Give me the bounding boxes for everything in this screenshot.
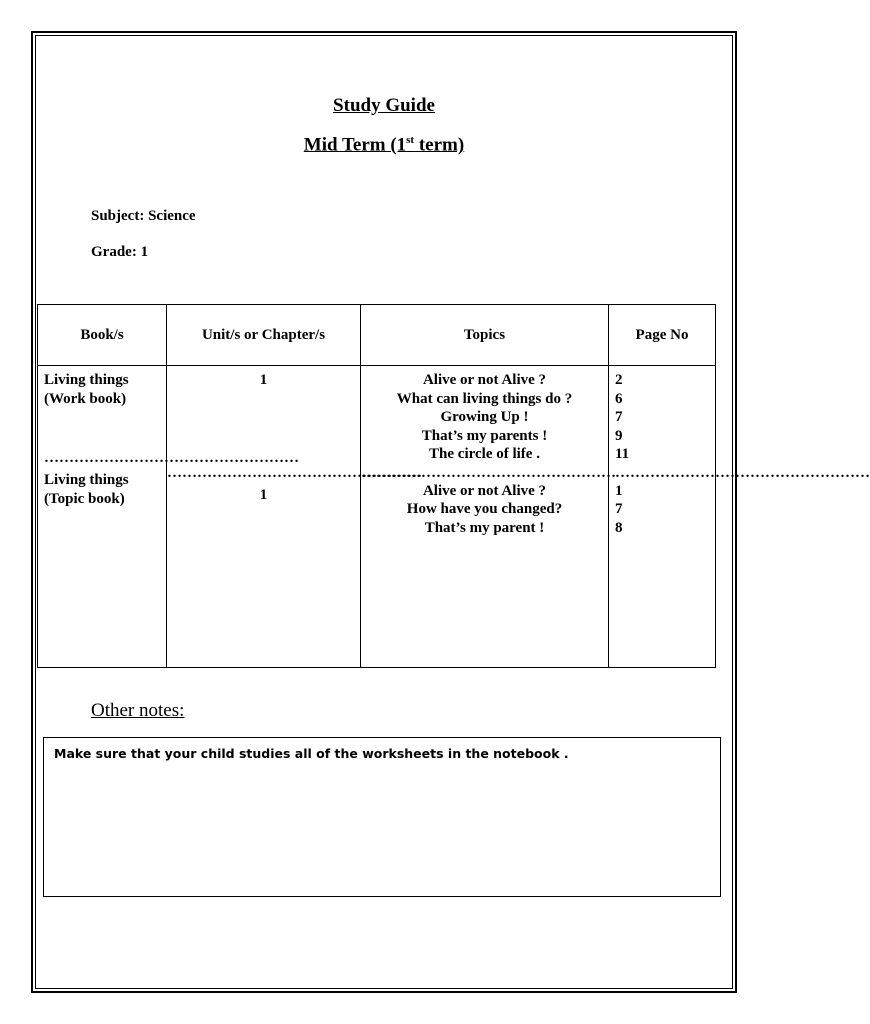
books-cell [38, 366, 299, 668]
header-topics: Topics [361, 305, 609, 366]
page-number: 6 [615, 390, 623, 407]
notes-box [43, 737, 721, 897]
page-number: 9 [615, 427, 623, 444]
page-subtitle: Mid Term (1st term) [303, 134, 465, 156]
header-book: Book/s [38, 305, 167, 366]
page-number: 7 [615, 409, 623, 425]
page-title: Study Guide [333, 95, 435, 116]
topic-item: Alive or not Alive ? [422, 482, 547, 499]
topic-item: That’s my parent ! [424, 519, 545, 536]
separator-dots: …………………………………………… [44, 450, 299, 466]
page-number: 1 [615, 482, 623, 499]
book-type: (Work book) [44, 390, 127, 407]
notes-text: Make sure that your child studies all of the worksheets in the notebook . [54, 746, 569, 761]
grade-label: Grade: 1 [91, 244, 149, 260]
subject-label: Subject: Science [91, 208, 196, 224]
header-page-no: Page No [609, 305, 716, 366]
page-number: 2 [615, 372, 623, 388]
study-guide-table [37, 304, 870, 668]
topic-item: Growing Up ! [440, 409, 529, 425]
topic-item: The circle of life . [429, 446, 540, 462]
header-unit: Unit/s or Chapter/s [167, 305, 361, 366]
topic-item: That’s my parents ! [421, 427, 548, 444]
table-row [38, 366, 716, 668]
separator-dots: …………………………………………… [167, 464, 422, 481]
unit-number: 1 [259, 486, 268, 503]
book-name: Living things [44, 472, 129, 488]
page-number: 11 [615, 446, 630, 462]
separator-dots: …………………………………………… [361, 464, 616, 481]
page-number: 8 [615, 519, 623, 536]
other-notes-heading: Other notes: [91, 700, 185, 721]
page-number: 7 [615, 501, 623, 517]
table-header-row [38, 305, 716, 366]
unit-number: 1 [259, 372, 268, 388]
topic-item: How have you changed? [406, 501, 563, 517]
book-type: (Topic book) [44, 490, 125, 507]
pages-cell [609, 366, 870, 668]
units-cell [167, 366, 422, 668]
topic-item: What can living things do ? [396, 390, 573, 407]
separator-dots: …………………………………………… [615, 464, 870, 481]
topics-cell [361, 366, 616, 668]
book-name: Living things [44, 372, 129, 388]
topic-item: Alive or not Alive ? [422, 372, 547, 388]
